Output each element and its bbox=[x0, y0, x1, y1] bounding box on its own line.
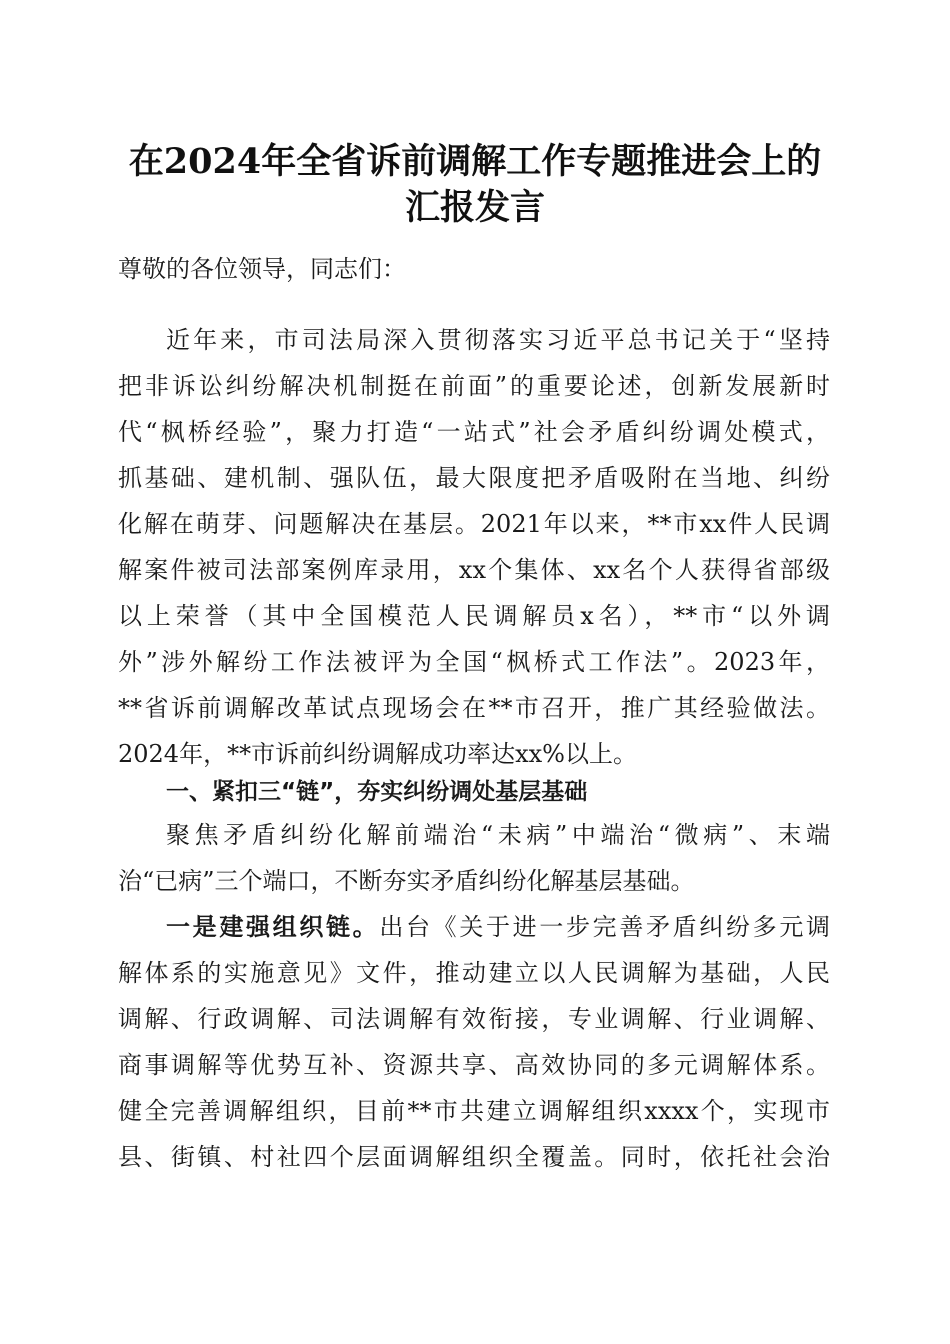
intro-line: 抓基础、建机制、强队伍，最大限度把矛盾吸附在当地、纠纷 bbox=[118, 464, 830, 492]
point-1-lead: 一是建强组织链。 bbox=[166, 913, 380, 941]
section-summary-line: 聚焦矛盾纠纷化解前端治“未病”中端治“微病”、末端 bbox=[166, 821, 830, 849]
intro-line: 把非诉讼纠纷解决机制挺在前面”的重要论述，创新发展新时 bbox=[118, 372, 830, 400]
point-1-line: 调解、行政调解、司法调解有效衔接，专业调解、行业调解、 bbox=[118, 1005, 830, 1033]
intro-line: **省诉前调解改革试点现场会在**市召开，推广其经验做法。 bbox=[118, 694, 830, 722]
intro-line: 近年来，市司法局深入贯彻落实习近平总书记关于“坚持 bbox=[166, 326, 830, 354]
point-1-line: 县、街镇、村社四个层面调解组织全覆盖。同时，依托社会治 bbox=[118, 1143, 830, 1171]
intro-line: 外”涉外解纷工作法被评为全国“枫桥式工作法”。2023年， bbox=[118, 648, 830, 676]
intro-line: 解案件被司法部案例库录用，xx个集体、xx名个人获得省部级 bbox=[118, 556, 830, 584]
point-1-first-line-text: 出台《关于进一步完善矛盾纠纷多元调 bbox=[379, 913, 831, 941]
point-1-line: 健全完善调解组织，目前**市共建立调解组织xxxx个，实现市 bbox=[118, 1097, 830, 1125]
section-heading: 一、紧扣三“链”，夯实纠纷调处基层基础 bbox=[166, 779, 588, 805]
point-1-line: 解体系的实施意见》文件，推动建立以人民调解为基础，人民 bbox=[118, 959, 830, 987]
section-summary-line: 治“已病”三个端口，不断夯实矛盾纠纷化解基层基础。 bbox=[118, 867, 695, 895]
intro-line: 2024年，**市诉前纠纷调解成功率达xx%以上。 bbox=[118, 740, 637, 768]
intro-line: 代“枫桥经验”，聚力打造“一站式”社会矛盾纠纷调处模式， bbox=[118, 418, 830, 446]
point-1-first-line bbox=[166, 912, 830, 942]
salutation: 尊敬的各位领导，同志们： bbox=[118, 255, 406, 283]
document-title-line-2: 汇报发言 bbox=[404, 187, 545, 228]
intro-line: 化解在萌芽、问题解决在基层。2021年以来，**市xx件人民调 bbox=[118, 510, 830, 538]
document-title-line-1: 在2024年全省诉前调解工作专题推进会上的 bbox=[128, 141, 822, 182]
intro-line: 以上荣誉（其中全国模范人民调解员x名），**市“以外调 bbox=[118, 602, 830, 630]
point-1-line: 商事调解等优势互补、资源共享、高效协同的多元调解体系。 bbox=[118, 1051, 830, 1079]
